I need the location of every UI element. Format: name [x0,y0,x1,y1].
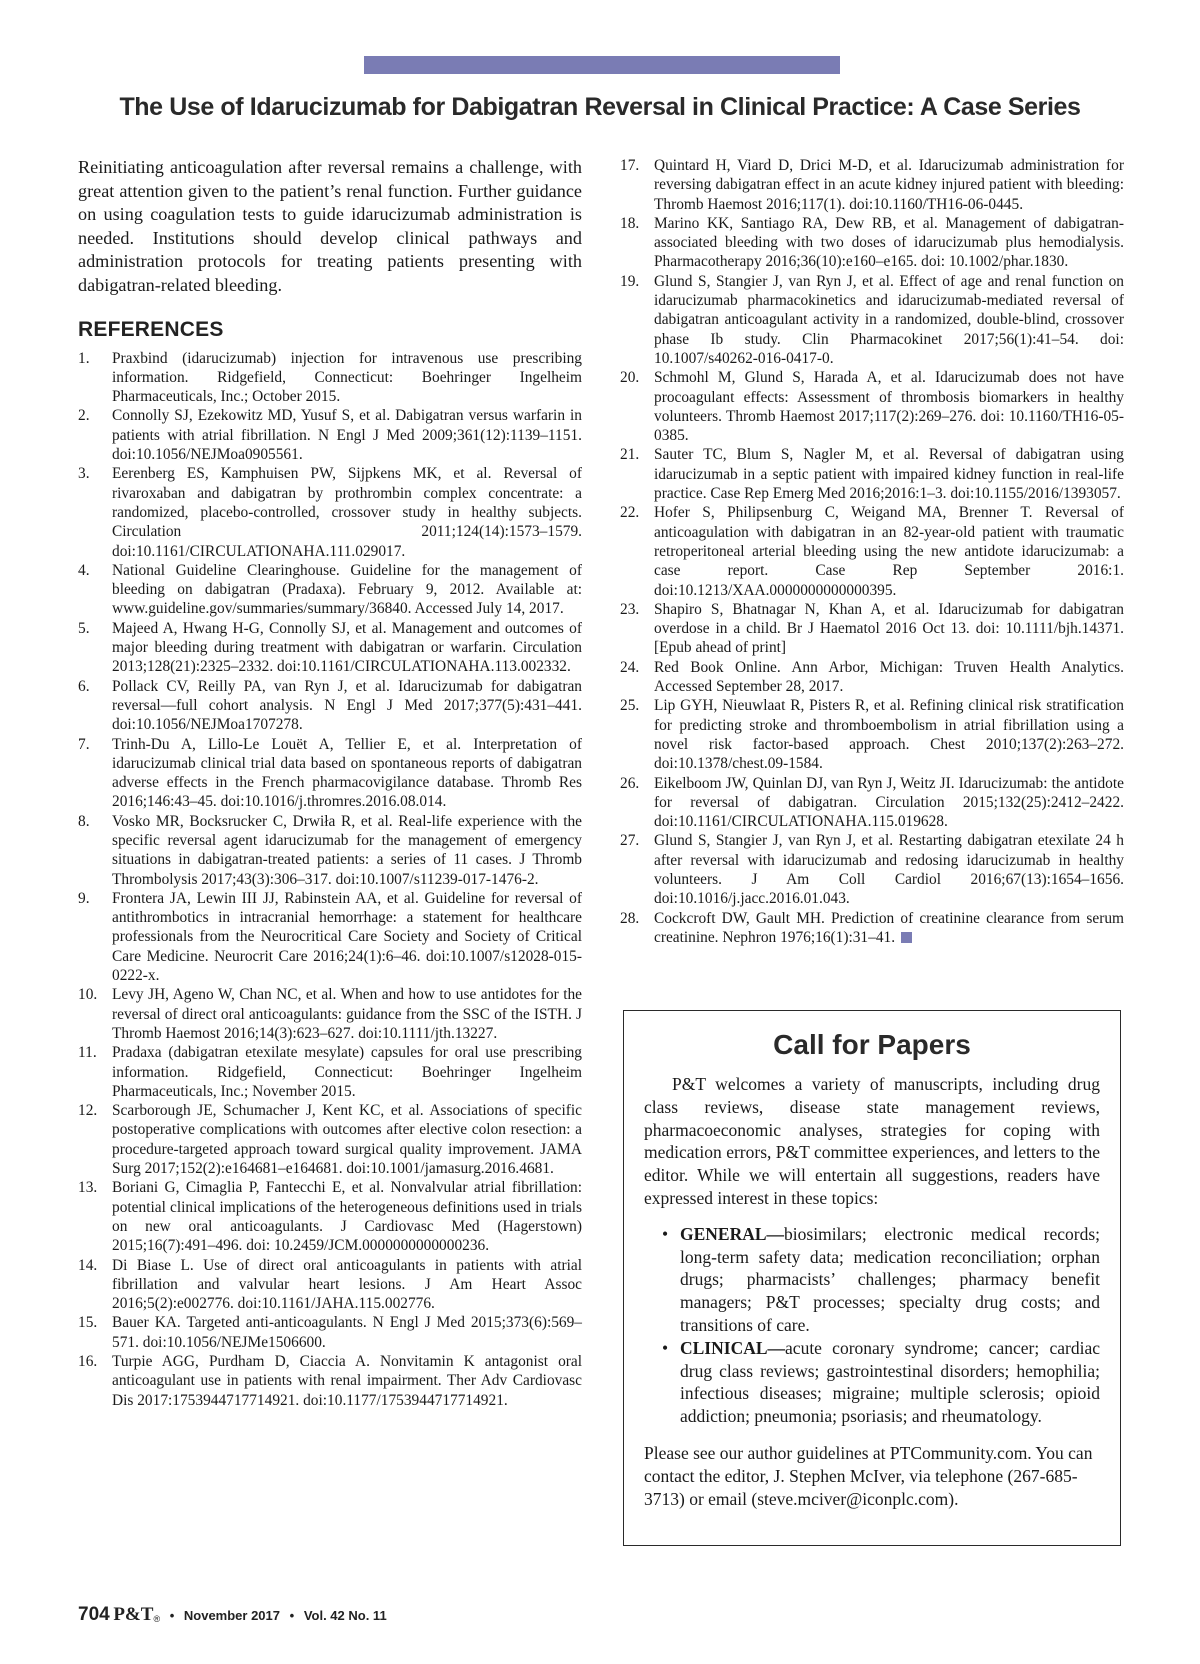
bullet-icon: • [662,1223,669,1244]
reference-text: Vosko MR, Bocksrucker C, Drwiła R, et al. Real-life experience with the specific reversal agent idarucizumab for the management of emergency situations in dabigatran-treated patients: a series of 11 cases. J Thromb Thrombolysis 2017;43(3):306–317. doi:10.1007/s11239-017-1476-2. [112,812,582,888]
reference-number: 17. [620,157,640,174]
reference-text: Levy JH, Ageno W, Chan NC, et al. When and how to use antidotes for the reversal of direct oral anticoagulants: guidance from the SSC of the ISTH. J Thromb Haemost 2016;14(3):623–627. doi:10.1111/jth.13227. [112,986,582,1042]
reference-text: Quintard H, Viard D, Drici M-D, et al. Idarucizumab administration for reversing dabigatran effect in an acute kidney injured patient with bleeding: Thromb Haemost 2016;117(1). doi:10.1160/TH16-06-0445. [654,157,1124,213]
topic-text: acute coronary syndrome; cancer; cardiac drug class reviews; gastrointestinal disorders; hemophilia; infectious diseases; migraine; multiple sclerosis; opioid addiction; pneumonia; psoriasis; and rheumatology. [680,1337,1100,1427]
call-for-papers-box [623,1010,1121,1546]
reference-number: 19. [620,272,640,290]
reference-text: Turpie AGG, Purdham D, Ciaccia A. Nonvitamin K antagonist oral anticoagulant use in patients with renal impairment. Ther Adv Cardiovasc Dis 2017:1753944717714921. doi:10.1177/1753944717714921. [112,1353,582,1409]
reference-number: 14. [78,1256,98,1274]
references-heading: REFERENCES [78,317,224,341]
reference-item [620,156,1124,214]
reference-number: 13. [78,1179,98,1197]
reference-number: 9. [78,889,90,907]
reference-item [620,503,1124,599]
article-title: The Use of Idarucizumab for Dabigatran Reversal in Clinical Practice: A Case Series [119,93,1081,121]
reference-text: Schmohl M, Glund S, Harada A, et al. Idarucizumab does not have procoagulant effects: Assessment of thrombosis biomarkers in healthy volunteers. Thromb Haemost 2017;117(2):269–276. doi: 10.1160/TH16-05-0385. [654,369,1124,445]
author-guidelines-contact: Please see our author guidelines at PTCommunity.com. You can contact the editor, J. Stephen McIver, via telephone (267-685-3713) or email (steve.mciver@iconplc.com). [644,1442,1093,1509]
reference-number: 21. [620,446,640,464]
reference-list-right [620,156,1124,947]
reference-item [620,214,1124,272]
reference-number: 25. [620,697,640,715]
call-for-papers-title: Call for Papers [773,1029,971,1060]
reference-text: Shapiro S, Bhatnagar N, Khan A, et al. Idarucizumab for dabigatran overdose in a child. Br J Haematol 2016 Oct 13. doi: 10.1111/bjh.14371. [Epub ahead of print] [654,600,1124,657]
reference-number: 6. [78,677,90,695]
reference-item [78,464,582,560]
page-number: 704 [78,1604,110,1625]
reference-item [620,600,1124,658]
reference-item [78,406,582,464]
reference-item [78,1043,582,1101]
header-accent-bar [364,56,840,74]
reference-text: Connolly SJ, Ezekowitz MD, Yusuf S, et al. Dabigatran versus warfarin in patients with atrial fibrillation. N Engl J Med 2009;361(12):1139–1151. doi:10.1056/NEJMoa0905561. [112,407,582,464]
topic-label: GENERAL— [680,1223,785,1244]
reference-number: 5. [78,619,90,637]
reference-number: 18. [620,214,640,232]
reference-item [620,831,1124,908]
right-column [620,156,1124,947]
reference-item [620,774,1124,832]
reference-item [78,1352,582,1410]
reference-number: 16. [78,1353,98,1370]
reference-item [620,445,1124,503]
reference-list-left [78,349,582,1410]
topic-item [662,1223,1100,1337]
reference-item [78,985,582,1043]
reference-text: Boriani G, Cimaglia P, Fantecchi E, et al. Nonvalvular atrial fibrillation: potential clinical implications of the heterogeneous definitions used in trials on new oral anticoagulants. J Cardiovasc Med (Hagerstown) 2015;16(7):491–496. doi: 10.2459/JCM.0000000000000236. [112,1179,582,1255]
page-footer: 704 P&T® • November 2017 • Vol. 42 No. 11 [78,1604,387,1625]
reference-number: 4. [78,561,90,579]
reference-number: 20. [620,369,640,387]
reference-number: 26. [620,774,640,792]
reference-text: Sauter TC, Blum S, Nagler M, et al. Reversal of dabigatran using idarucizumab in a septic patient with impaired kidney function in real-life practice. Case Rep Emerg Med 2016;2016:1–3. doi:10.1155/2016/1393057. [654,446,1124,503]
reference-number: 1. [78,349,90,367]
reference-number: 3. [78,465,90,483]
reference-number: 8. [78,812,90,830]
reference-text: Eerenberg ES, Kamphuisen PW, Sijpkens MK, et al. Reversal of rivaroxaban and dabigatran by prothrombin complex concentrate: a randomized, placebo-controlled, crossover study in healthy subjects. Circulation 2011;124(14):1573–1579. doi:10.1161/CIRCULATIONAHA.111.029017. [112,465,582,560]
reference-text: Eikelboom JW, Quinlan DJ, van Ryn J, Weitz JI. Idarucizumab: the antidote for reversal of dabigatran. Circulation 2015;132(25):2412–2422. doi:10.1161/CIRCULATIONAHA.115.019628. [654,774,1124,831]
reference-item [78,677,582,735]
reference-number: 28. [620,909,640,927]
reference-number: 15. [78,1314,98,1332]
reference-text: Bauer KA. Targeted anti-anticoagulants. N Engl J Med 2015;373(6):569–571. doi:10.1056/NEJMe1506600. [112,1314,582,1351]
volume-issue: Vol. 42 No. 11 [303,1608,387,1623]
reference-number: 12. [78,1102,98,1120]
reference-item [620,658,1124,697]
reference-text: Pollack CV, Reilly PA, van Ryn J, et al. Idarucizumab for dabigatran reversal—full cohort analysis. N Engl J Med 2017;377(5):431–441. doi:10.1056/NEJMoa1707278. [112,677,582,734]
topic-text: biosimilars; electronic medical records; long-term safety data; medication reconciliation; orphan drugs; pharmacists’ challenges; pharmacy benefit managers; P&T processes; specialty drug costs; and transitions of care. [680,1223,1100,1335]
reference-number: 27. [620,832,640,850]
reference-text: Trinh-Du A, Lillo-Le Louët A, Tellier E, et al. Interpretation of idarucizumab clinical trial data based on spontaneous reports of dabigatran adverse effects in the French pharmacovigilance database. Thromb Res 2016;146:43–45. doi:10.1016/j.thromres.2016.08.014. [112,735,582,811]
reference-text: Glund S, Stangier J, van Ryn J, et al. Restarting dabigatran etexilate 24 h after reversal with idarucizumab and redosing idarucizumab in healthy volunteers. J Am Coll Cardiol 2016;67(13):1654–1656. doi:10.1016/j.jacc.2016.01.043. [654,832,1124,908]
reference-number: 10. [78,986,98,1004]
reference-item [78,889,582,985]
reference-item [78,349,582,407]
reference-item [620,272,1124,368]
topic-list [644,1223,1100,1428]
issue-date: November 2017 [183,1608,281,1623]
reference-text: Scarborough JE, Schumacher J, Kent KC, et al. Associations of specific postoperative complications with outcomes after elective colon resection: a procedure-targeted approach toward surgical quality improvement. JAMA Surg 2017;152(2):e164681–e164681. doi:10.1001/jamasurg.2016.4681. [112,1102,582,1178]
reference-text: Majeed A, Hwang H-G, Connolly SJ, et al. Management and outcomes of major bleeding during treatment with dabigatran or warfarin. Circulation 2013;128(21):2325–2332. doi:10.1161/CIRCULATIONAHA.113.002332. [112,619,582,676]
topic-item [662,1337,1100,1428]
reference-text: Hofer S, Philipsenburg C, Weigand MA, Brenner T. Reversal of anticoagulation with dabigatran in an 82-year-old patient with traumatic retroperitoneal arterial bleeding using the new antidote idarucizumab: a case report. Case Rep September 2016:1. doi:10.1213/XAA.0000000000000395. [654,504,1124,599]
reference-item [78,1313,582,1352]
reference-item [78,561,582,619]
reference-item [620,909,1124,948]
reference-text: Frontera JA, Lewin III JJ, Rabinstein AA, et al. Guideline for reversal of antithrombotics in intracranial hemorrhage: a statement for healthcare professionals from the Neurocritical Care Society and Society of Critical Care Medicine. Neurocrit Care 2016;24(1):6–46. doi:10.1007/s12028-015-0222-x. [112,889,582,985]
reference-item [78,1178,582,1255]
reference-text: Praxbind (idarucizumab) injection for intravenous use prescribing information. Ridgefield, Connecticut: Boehringer Ingelheim Pharmaceuticals, Inc.; October 2015. [112,349,582,406]
call-for-papers-intro: P&T welcomes a variety of manuscripts, including drug class reviews, disease state management reviews, pharmacoeconomic analyses, strategies for coping with medication errors, P&T committee experiences, and letters to the editor. While we will entertain all suggestions, readers have expressed interest in these topics: [644,1074,1100,1208]
bullet-icon: • [662,1337,669,1358]
reference-item [78,1256,582,1314]
reference-item [78,1101,582,1178]
reference-number: 11. [78,1044,97,1062]
end-of-article-marker [901,932,912,943]
reference-item [78,812,582,889]
reference-text: Glund S, Stangier J, van Ryn J, et al. Effect of age and renal function on idarucizumab pharmacokinetics and idarucizumab-mediated reversal of dabigatran anticoagulant activity in a randomized, double-blind, crossover phase Ib study. Clin Pharmacokinet 2017;56(1):41–54. doi: 10.1007/s40262-016-0417-0. [654,272,1124,367]
reference-number: 7. [78,735,90,753]
reference-number: 22. [620,504,640,522]
reference-text: Di Biase L. Use of direct oral anticoagulants in patients with atrial fibrillation and valvular heart lesions. J Am Heart Assoc 2016;5(2):e002776. doi:10.1161/JAHA.115.002776. [112,1256,582,1313]
reference-number: 24. [620,658,640,676]
journal-name: P&T [113,1604,154,1625]
reference-number: 23. [620,600,640,618]
reference-text: Lip GYH, Nieuwlaat R, Pisters R, et al. Refining clinical risk stratification for predicting stroke and thromboembolism in atrial fibrillation using a novel risk factor-based approach. Chest 2010;137(2):263–272. doi:10.1378/chest.09-1584. [654,697,1124,773]
left-column [78,156,582,1410]
reference-item [620,696,1124,773]
reference-text: Pradaxa (dabigatran etexilate mesylate) capsules for oral use prescribing information. Ridgefield, Connecticut: Boehringer Ingelheim Pharmaceuticals, Inc.; November 2015. [112,1044,582,1100]
reference-item [620,368,1124,445]
reference-text: Marino KK, Santiago RA, Dew RB, et al. Management of dabigatran-associated bleeding with two doses of idarucizumab plus hemodialysis. Pharmacotherapy 2016;36(10):e160–e165. doi: 10.1002/phar.1830. [654,214,1124,271]
closing-paragraph: Reinitiating anticoagulation after reversal remains a challenge, with great attention given to the patient’s renal function. Further guidance on using coagulation tests to guide idarucizumab administration is needed. Institutions should develop clinical pathways and administration protocols for treating patients presenting with dabigatran-related bleeding. [78,157,582,295]
reference-item [78,735,582,812]
reference-item [78,619,582,677]
reference-text: National Guideline Clearinghouse. Guideline for the management of bleeding on dabigatran (Pradaxa). February 9, 2012. Available at: www.guideline.gov/summaries/summary/36840. Accessed July 14, 2017. [112,561,582,618]
reference-text: Cockcroft DW, Gault MH. Prediction of creatinine clearance from serum creatinine. Nephron 1976;16(1):31–41. [654,909,1124,946]
topic-label: CLINICAL— [680,1337,786,1358]
reference-number: 2. [78,407,90,425]
registered-mark: ® [153,1614,161,1624]
reference-text: Red Book Online. Ann Arbor, Michigan: Truven Health Analytics. Accessed September 28, 2017. [654,658,1124,696]
